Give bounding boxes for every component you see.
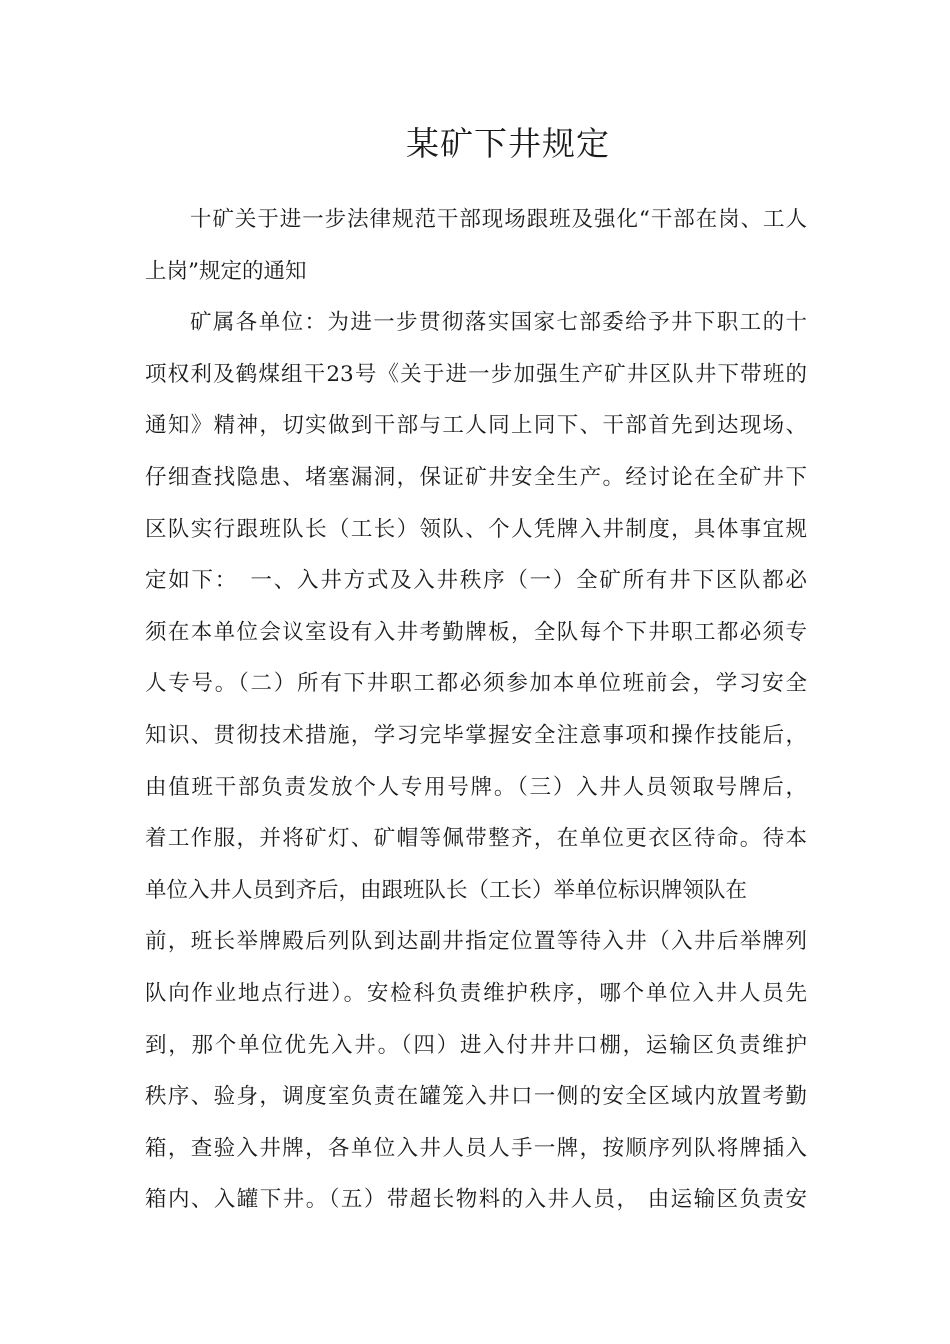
document-body bbox=[145, 194, 807, 1226]
body-line: 定如下： 一、入井方式及入井秩序（一）全矿所有井下区队都必 bbox=[145, 568, 807, 594]
body-line: 箱内、入罐下井。（五）带超长物料的入井人员， 由运输区负责安 bbox=[145, 1187, 807, 1213]
body-line: 着工作服，并将矿灯、矿帽等佩带整齐，在单位更衣区待命。待本 bbox=[145, 826, 807, 852]
document-title: 某矿下井规定 bbox=[406, 124, 610, 163]
body-line: 区队实行跟班队长（工长）领队、个人凭牌入井制度，具体事宜规 bbox=[145, 516, 807, 542]
body-line: 单位入井人员到齐后，由跟班队长（工长）举单位标识牌领队在 bbox=[145, 877, 748, 903]
body-line: 前，班长举牌殿后列队到达副井指定位置等待入井（入井后举牌列 bbox=[145, 929, 807, 955]
body-line: 上岗”规定的通知 bbox=[145, 258, 307, 284]
body-line: 须在本单位会议室设有入井考勤牌板，全队每个下井职工都必须专 bbox=[145, 619, 807, 645]
body-line: 箱，查验入井牌，各单位入井人员人手一牌，按顺序列队将牌插入 bbox=[145, 1135, 807, 1161]
body-line: 仔细查找隐患、堵塞漏洞，保证矿井安全生产。经讨论在全矿井下 bbox=[145, 464, 807, 490]
body-line: 人专号。（二）所有下井职工都必须参加本单位班前会，学习安全 bbox=[145, 671, 807, 697]
body-line: 十矿关于进一步法律规范干部现场跟班及强化“干部在岗、工人 bbox=[190, 207, 807, 232]
body-line: 项权利及鹤煤组干23号《关于进一步加强生产矿井区队井下带班的 bbox=[145, 361, 807, 387]
body-line: 秩序、验身，调度室负责在罐笼入井口一侧的安全区域内放置考勤 bbox=[145, 1084, 807, 1110]
body-line: 队向作业地点行进）。安检科负责维护秩序，哪个单位入井人员先 bbox=[145, 980, 807, 1006]
body-line: 矿属各单位：为进一步贯彻落实国家七部委给予井下职工的十 bbox=[190, 310, 807, 336]
body-line: 由值班干部负责发放个人专用号牌。（三）入井人员领取号牌后， bbox=[145, 774, 807, 800]
body-line: 到，那个单位优先入井。（四）进入付井井口棚，运输区负责维护 bbox=[145, 1032, 807, 1058]
body-line: 通知》精神，切实做到干部与工人同上同下、干部首先到达现场、 bbox=[145, 413, 807, 439]
body-line: 知识、贯彻技术措施，学习完毕掌握安全注意事项和操作技能后， bbox=[145, 722, 807, 748]
